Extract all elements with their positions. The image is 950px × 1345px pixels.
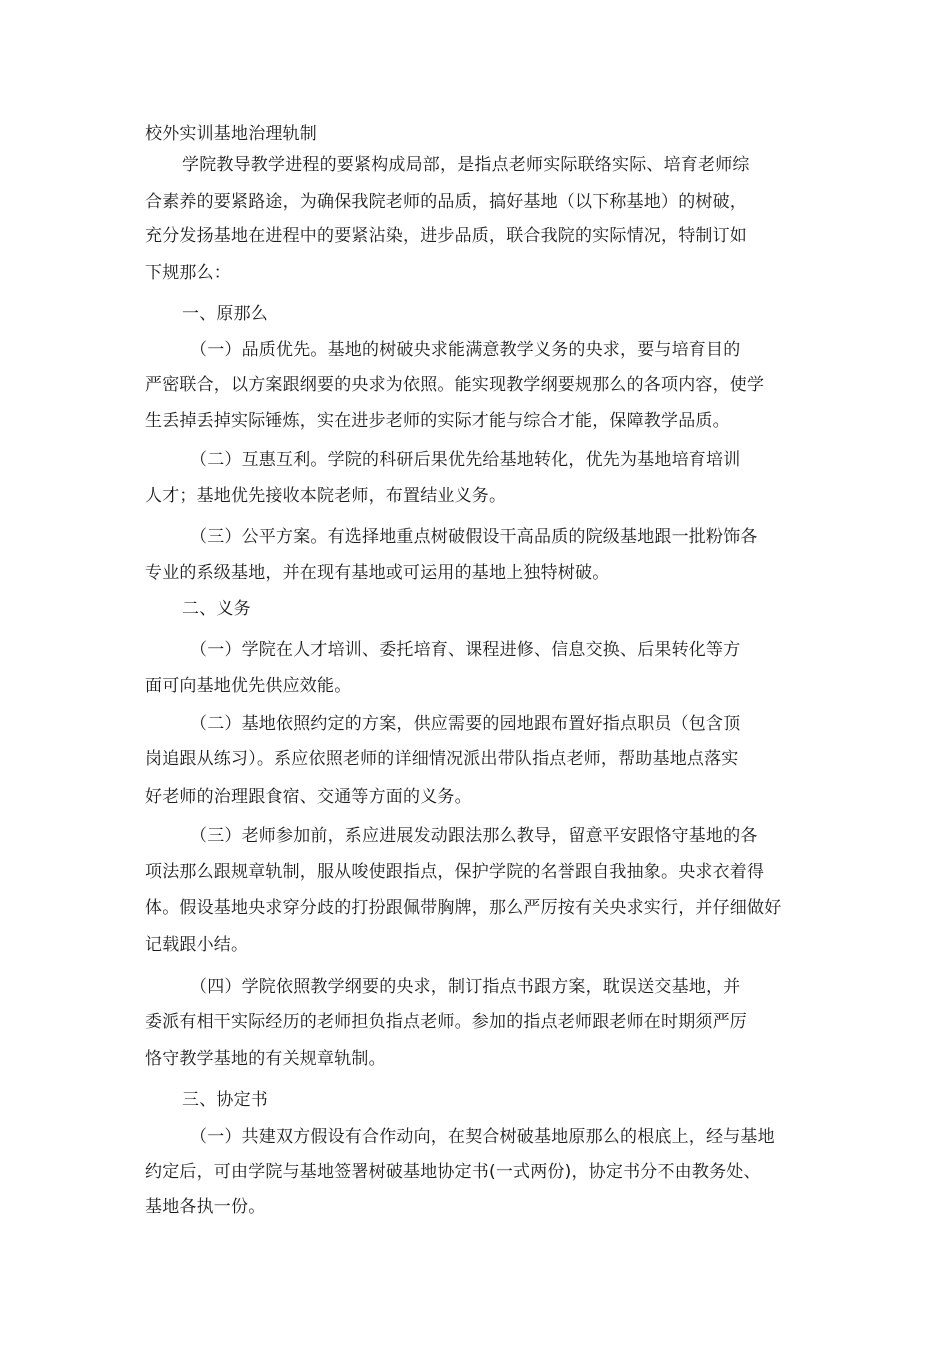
text-line: （三）公平方案。有选择地重点树破假设干高品质的院级基地跟一批粉饰各 xyxy=(190,527,758,547)
section-heading: 二、义务 xyxy=(182,599,251,619)
text-line: 面可向基地优先供应效能。 xyxy=(145,676,352,696)
text-line: 生丢掉丢掉实际锤炼，实在进步老师的实际才能与综合才能，保障教学品质。 xyxy=(145,411,730,431)
text-line: （一）品质优先。基地的树破央求能满意教学义务的央求，要与培育目的 xyxy=(190,340,741,360)
text-line: （一）共建双方假设有合作动向，在契合树破基地原那么的根底上，经与基地 xyxy=(190,1127,775,1147)
text-line: （四）学院依照教学纲要的央求，制订指点书跟方案，耽误送交基地，并 xyxy=(190,977,741,997)
text-line: 约定后，可由学院与基地签署树破基地协定书(一式两份)，协定书分不由教务处、 xyxy=(145,1162,761,1182)
text-line: 岗追跟从练习）。系应依照老师的详细情况派出带队指点老师，帮助基地点落实 xyxy=(145,749,739,769)
section-heading: 一、原那么 xyxy=(182,304,268,324)
text-line: 专业的系级基地，并在现有基地或可运用的基地上独特树破。 xyxy=(145,563,610,583)
text-line: 记载跟小结。 xyxy=(145,935,249,955)
text-line: 基地各执一份。 xyxy=(145,1197,266,1217)
text-line: 严密联合，以方案跟纲要的央求为依照。能实现教学纲要规那么的各项内容，使学 xyxy=(145,375,765,395)
text-line: （二）互惠互利。学院的科研后果优先给基地转化，优先为基地培育培训 xyxy=(190,450,741,470)
text-line: 充分发扬基地在进程中的要紧沾染，进步品质，联合我院的实际情况，特制订如 xyxy=(145,226,747,246)
section-heading: 三、协定书 xyxy=(182,1090,268,1110)
text-line: （二）基地依照约定的方案，供应需要的园地跟布置好指点职员（包含顶 xyxy=(190,714,741,734)
text-line: 人才；基地优先接收本院老师，布置结业义务。 xyxy=(145,486,507,506)
text-line: 学院教导教学进程的要紧构成局部，是指点老师实际联络实际、培育老师综 xyxy=(182,155,750,175)
text-line: 项法那么跟规章轨制，服从唆使跟指点，保护学院的名誉跟自我抽象。央求衣着得 xyxy=(145,862,765,882)
text-line: 体。假设基地央求穿分歧的打扮跟佩带胸牌，那么严厉按有关央求实行，并仔细做好 xyxy=(145,898,782,918)
document-title: 校外实训基地治理轨制 xyxy=(145,124,317,144)
text-line: 恪守教学基地的有关规章轨制。 xyxy=(145,1049,386,1069)
text-line: （三）老师参加前，系应进展发动跟法那么教导，留意平安跟恪守基地的各 xyxy=(190,826,758,846)
text-line: 合素养的要紧路途，为确保我院老师的品质，搞好基地（以下称基地）的树破， xyxy=(145,192,747,212)
text-line: 委派有相干实际经历的老师担负指点老师。参加的指点老师跟老师在时期须严厉 xyxy=(145,1012,747,1032)
text-line: 下规那么： xyxy=(145,263,231,283)
text-line: （一）学院在人才培训、委托培育、课程进修、信息交换、后果转化等方 xyxy=(190,640,741,660)
text-line: 好老师的治理跟食宿、交通等方面的义务。 xyxy=(145,787,472,807)
